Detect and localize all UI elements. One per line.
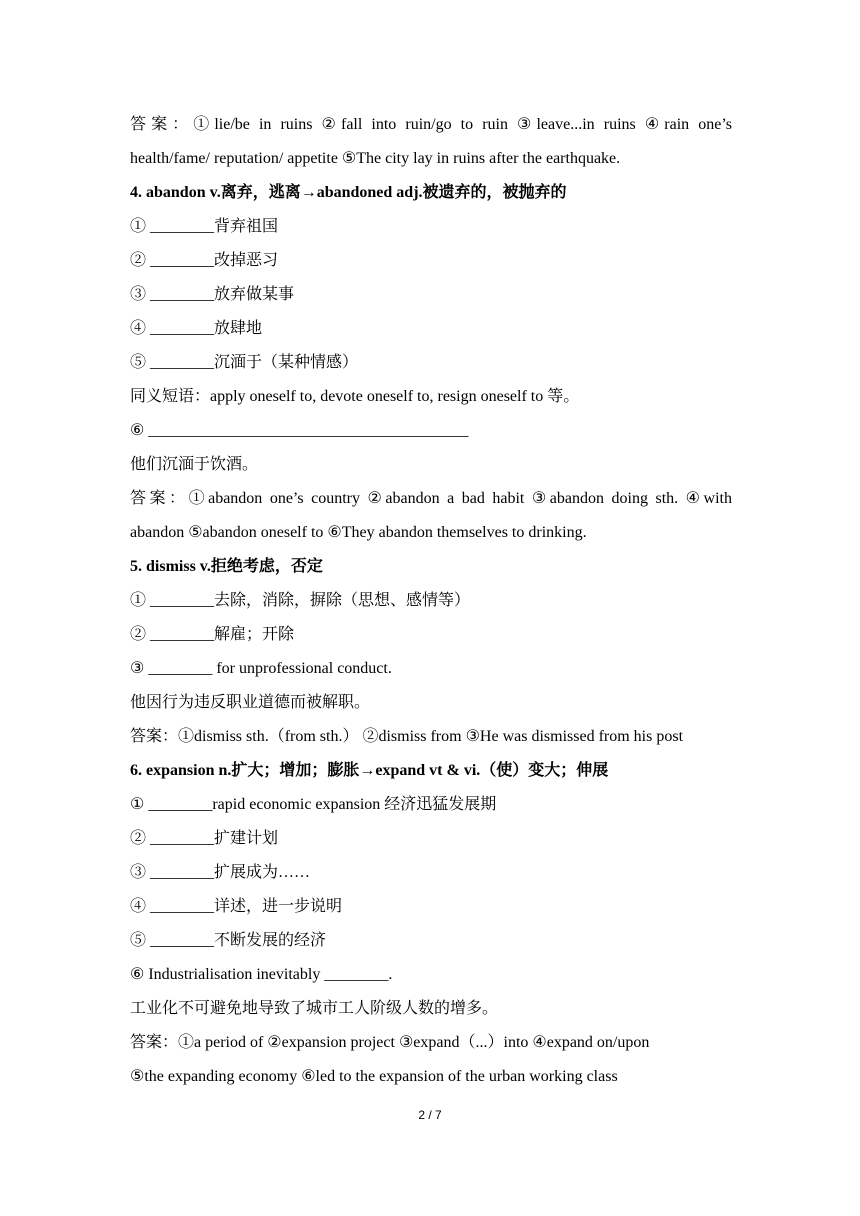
text-line: ④ ________详述，进一步说明 bbox=[130, 898, 343, 915]
text-line: ① ________rapid economic expansion 经济迅猛发展期 bbox=[130, 796, 497, 813]
text-line: 答案：①abandon one’s country ②abandon a bad habit ③abandon doing sth. ④with bbox=[130, 490, 732, 507]
text-line: ⑤ ________不断发展的经济 bbox=[130, 932, 327, 949]
document-body bbox=[130, 108, 732, 1094]
text-line: ② ________扩建计划 bbox=[130, 830, 279, 847]
section-heading: 5. dismiss v.拒绝考虑，否定 bbox=[130, 558, 323, 575]
text-line: ⑤the expanding economy ⑥led to the expansion of the urban working class bbox=[130, 1068, 618, 1085]
text-line: ③ ________扩展成为…… bbox=[130, 864, 311, 881]
text-line: ① ________去除，消除，摒除（思想、感情等） bbox=[130, 592, 471, 609]
text-line: ⑥ Industrialisation inevitably ________. bbox=[130, 966, 393, 983]
text-line: ⑤ ________沉湎于（某种情感） bbox=[130, 354, 359, 371]
section-heading: 4. abandon v.离弃，逃离→abandoned adj.被遗弃的，被抛弃的 bbox=[130, 184, 567, 201]
page-number: 2 / 7 bbox=[418, 1108, 442, 1122]
text-line: ④ ________放肆地 bbox=[130, 320, 263, 337]
text-line: 答案：①lie/be in ruins ②fall into ruin/go to ruin ③leave...in ruins ④rain one’s bbox=[130, 116, 732, 133]
section-heading: 6. expansion n.扩大；增加；膨胀→expand vt & vi.（使）变大；伸展 bbox=[130, 762, 609, 779]
text-line: abandon ⑤abandon oneself to ⑥They abandon themselves to drinking. bbox=[130, 524, 587, 541]
text-line: 工业化不可避免地导致了城市工人阶级人数的增多。 bbox=[130, 1000, 499, 1017]
text-line: ③ ________放弃做某事 bbox=[130, 286, 295, 303]
text-line: 他们沉湎于饮酒。 bbox=[130, 456, 259, 473]
text-line: 答案：①dismiss sth.（from sth.） ②dismiss from ③He was dismissed from his post bbox=[130, 728, 684, 745]
text-line: ② ________解雇；开除 bbox=[130, 626, 295, 643]
text-line: health/fame/ reputation/ appetite ⑤The city lay in ruins after the earthquake. bbox=[130, 150, 621, 167]
text-line: 他因行为违反职业道德而被解职。 bbox=[130, 694, 371, 711]
text-line: ⑥ ________________________________________ bbox=[130, 422, 469, 439]
text-line: 答案：①a period of ②expansion project ③expand（...）into ④expand on/upon bbox=[130, 1034, 650, 1051]
text-line: ③ ________ for unprofessional conduct. bbox=[130, 660, 392, 677]
text-line: ① ________背弃祖国 bbox=[130, 218, 279, 235]
text-line: ② ________改掉恶习 bbox=[130, 252, 279, 269]
text-line: 同义短语：apply oneself to, devote oneself to, resign oneself to 等。 bbox=[130, 388, 580, 405]
